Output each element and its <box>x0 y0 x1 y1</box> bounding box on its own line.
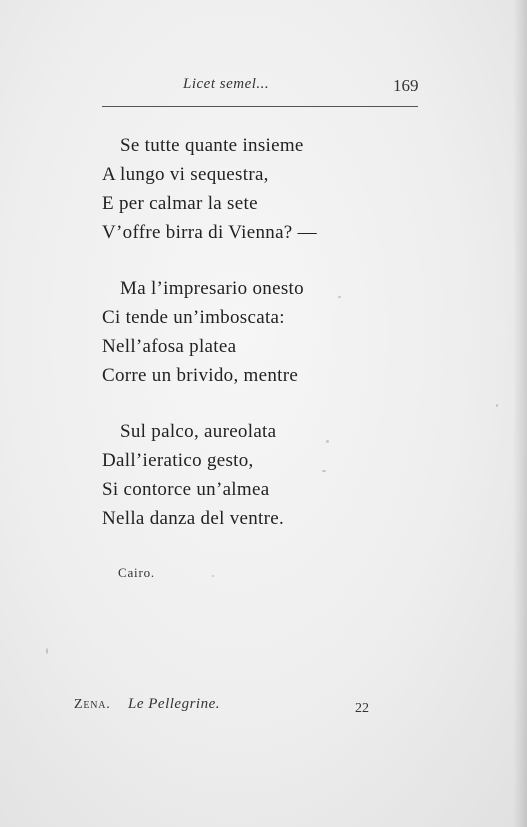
stanza-3 <box>102 417 317 533</box>
paper-speck <box>46 648 48 654</box>
footer-author: Zena. <box>74 697 111 712</box>
stanza-1 <box>102 131 317 247</box>
poem-line: Si contorce un’almea <box>102 479 270 500</box>
footer-book-title: Le Pellegrine. <box>128 696 220 712</box>
poem <box>102 131 317 560</box>
page-number: 169 <box>393 76 419 95</box>
running-title: Licet semel... <box>183 76 270 92</box>
paper-speck <box>496 404 498 407</box>
paper-speck <box>212 575 214 577</box>
printer-signature-mark: 22 <box>355 701 369 716</box>
stanza-2 <box>102 274 317 390</box>
poem-line: Corre un brivido, mentre <box>102 365 299 386</box>
place-signature: Cairo. <box>118 565 155 580</box>
page-edge-shadow <box>513 0 527 827</box>
paper-speck <box>338 296 341 298</box>
poem-line: Ma l’impresario onesto <box>120 278 304 299</box>
poem-line: V’offre birra di Vienna? — <box>102 222 317 243</box>
poem-line: Dall’ieratico gesto, <box>102 450 254 471</box>
header-rule <box>102 106 418 107</box>
poem-line: Se tutte quante insieme <box>120 135 304 156</box>
poem-line: Nella danza del ventre. <box>102 508 285 529</box>
poem-line: E per calmar la sete <box>102 193 258 214</box>
poem-line: Nell’afosa platea <box>102 336 237 357</box>
poem-line: A lungo vi sequestra, <box>102 164 269 185</box>
poem-line: Sul palco, aureolata <box>120 421 277 442</box>
paper-speck <box>326 440 329 443</box>
paper-speck <box>322 470 326 472</box>
poem-line: Ci tende un’imboscata: <box>102 307 285 328</box>
